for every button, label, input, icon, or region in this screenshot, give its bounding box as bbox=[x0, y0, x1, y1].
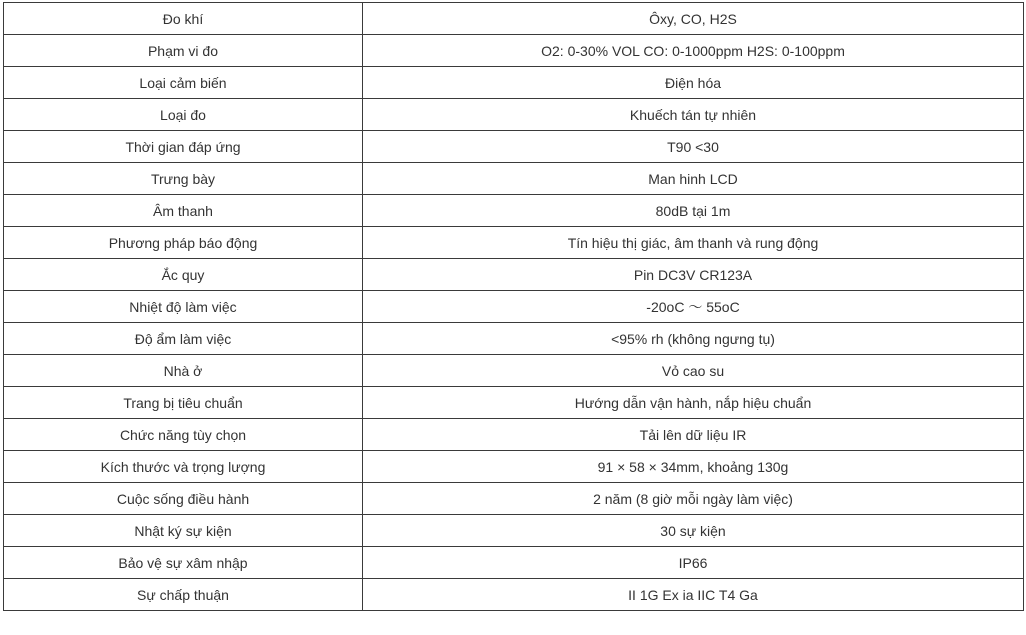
spec-label-cell: Chức năng tùy chọn bbox=[4, 419, 363, 451]
table-row bbox=[4, 579, 1024, 611]
table-row bbox=[4, 451, 1024, 483]
spec-label-cell: Ắc quy bbox=[4, 259, 363, 291]
table-row bbox=[4, 547, 1024, 579]
spec-value-cell: Ôxy, CO, H2S bbox=[363, 3, 1024, 35]
spec-value-cell: T90 <30 bbox=[363, 131, 1024, 163]
spec-label-cell: Cuộc sống điều hành bbox=[4, 483, 363, 515]
spec-table-body bbox=[4, 3, 1024, 611]
table-row bbox=[4, 35, 1024, 67]
spec-value-cell: O2: 0-30% VOL CO: 0-1000ppm H2S: 0-100ppm bbox=[363, 35, 1024, 67]
spec-value-cell: -20oC ～ 55oC bbox=[363, 291, 1024, 323]
spec-label-cell: Sự chấp thuận bbox=[4, 579, 363, 611]
spec-value-cell: 91 × 58 × 34mm, khoảng 130g bbox=[363, 451, 1024, 483]
spec-value-cell: Hướng dẫn vận hành, nắp hiệu chuẩn bbox=[363, 387, 1024, 419]
spec-label-cell: Thời gian đáp ứng bbox=[4, 131, 363, 163]
spec-label-cell: Bảo vệ sự xâm nhập bbox=[4, 547, 363, 579]
spec-value-cell: <95% rh (không ngưng tụ) bbox=[363, 323, 1024, 355]
spec-table bbox=[3, 2, 1024, 611]
spec-value-cell: Pin DC3V CR123A bbox=[363, 259, 1024, 291]
spec-label-cell: Phạm vi đo bbox=[4, 35, 363, 67]
spec-label-cell: Nhật ký sự kiện bbox=[4, 515, 363, 547]
table-row bbox=[4, 355, 1024, 387]
spec-value-cell: Khuếch tán tự nhiên bbox=[363, 99, 1024, 131]
spec-label-cell: Loại đo bbox=[4, 99, 363, 131]
table-row bbox=[4, 227, 1024, 259]
table-row bbox=[4, 323, 1024, 355]
table-row bbox=[4, 515, 1024, 547]
table-row bbox=[4, 419, 1024, 451]
table-row bbox=[4, 259, 1024, 291]
spec-label-cell: Kích thước và trọng lượng bbox=[4, 451, 363, 483]
table-row bbox=[4, 387, 1024, 419]
table-row bbox=[4, 163, 1024, 195]
spec-value-cell: 30 sự kiện bbox=[363, 515, 1024, 547]
spec-label-cell: Trưng bày bbox=[4, 163, 363, 195]
table-row bbox=[4, 67, 1024, 99]
table-row bbox=[4, 291, 1024, 323]
spec-value-cell: 2 năm (8 giờ mỗi ngày làm việc) bbox=[363, 483, 1024, 515]
table-row bbox=[4, 483, 1024, 515]
table-row bbox=[4, 99, 1024, 131]
spec-label-cell: Nhiệt độ làm việc bbox=[4, 291, 363, 323]
spec-value-cell: Vỏ cao su bbox=[363, 355, 1024, 387]
table-row bbox=[4, 3, 1024, 35]
spec-value-cell: IP66 bbox=[363, 547, 1024, 579]
spec-value-cell: Man hinh LCD bbox=[363, 163, 1024, 195]
spec-label-cell: Loại cảm biến bbox=[4, 67, 363, 99]
spec-label-cell: Phương pháp báo động bbox=[4, 227, 363, 259]
spec-label-cell: Âm thanh bbox=[4, 195, 363, 227]
spec-value-cell: Điện hóa bbox=[363, 67, 1024, 99]
spec-value-cell: Tải lên dữ liệu IR bbox=[363, 419, 1024, 451]
table-row bbox=[4, 195, 1024, 227]
spec-label-cell: Độ ẩm làm việc bbox=[4, 323, 363, 355]
spec-label-cell: Trang bị tiêu chuẩn bbox=[4, 387, 363, 419]
spec-value-cell: 80dB tại 1m bbox=[363, 195, 1024, 227]
spec-value-cell: Tín hiệu thị giác, âm thanh và rung động bbox=[363, 227, 1024, 259]
spec-label-cell: Nhà ở bbox=[4, 355, 363, 387]
spec-label-cell: Đo khí bbox=[4, 3, 363, 35]
table-row bbox=[4, 131, 1024, 163]
spec-value-cell: II 1G Ex ia IIC T4 Ga bbox=[363, 579, 1024, 611]
